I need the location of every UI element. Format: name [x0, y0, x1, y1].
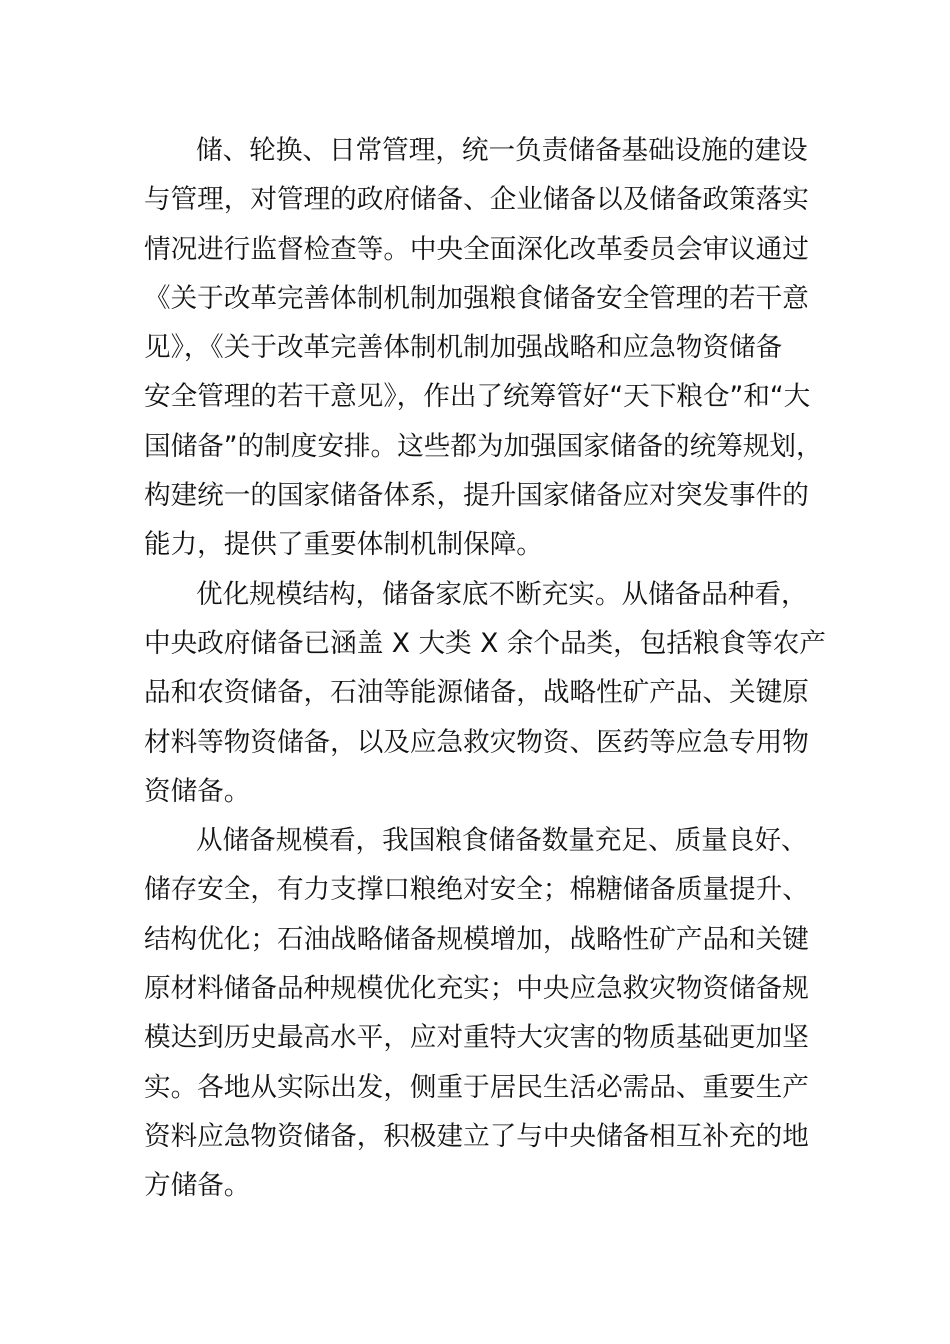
text-line: 见》，《关于改革完善体制机制加强战略和应急物资储备: [144, 332, 783, 364]
text-line: 原材料储备品种规模优化充实；中央应急救灾物资储备规: [144, 973, 809, 1005]
text-line: 品和农资储备，石油等能源储备，战略性矿产品、关键原: [144, 677, 809, 709]
text-line: 材料等物资储备，以及应急救灾物资、医药等应急专用物: [144, 726, 809, 758]
document-body: [144, 126, 826, 1211]
text-line: 国储备”的制度安排。这些都为加强国家储备的统筹规划，: [144, 430, 823, 462]
text-line: 安全管理的若干意见》，作出了统筹管好“天下粮仓”和“大: [144, 381, 811, 413]
text-line: 中央政府储备已涵盖 X 大类 X 余个品类，包括粮食等农产: [144, 627, 826, 659]
text-line: 资储备。: [144, 775, 251, 807]
text-line: 实。各地从实际出发，侧重于居民生活必需品、重要生产: [144, 1071, 809, 1103]
text-line: 方储备。: [144, 1170, 251, 1202]
text-line: 情况进行监督检查等。中央全面深化改革委员会审议通过: [144, 233, 809, 265]
text-line: 从储备规模看，我国粮食储备数量充足、质量良好、: [196, 825, 808, 857]
text-line: 构建统一的国家储备体系，提升国家储备应对突发事件的: [144, 480, 809, 512]
text-line: 结构优化；石油战略储备规模增加，战略性矿产品和关键: [144, 923, 809, 955]
text-line: 储存安全，有力支撑口粮绝对安全；棉糖储备质量提升、: [144, 874, 809, 906]
text-line: 储、轮换、日常管理，统一负责储备基础设施的建设: [196, 135, 808, 166]
text-line: 资料应急物资储备，积极建立了与中央储备相互补充的地: [144, 1120, 809, 1152]
text-line: 模达到历史最高水平，应对重特大灾害的物质基础更加坚: [144, 1022, 809, 1054]
text-line: 优化规模结构，储备家底不断充实。从储备品种看，: [196, 578, 808, 610]
text-line: 能力，提供了重要体制机制保障。: [144, 529, 543, 561]
text-line: 《关于改革完善体制机制加强粮食储备安全管理的若干意: [144, 282, 809, 314]
text-line: 与管理，对管理的政府储备、企业储备以及储备政策落实: [144, 184, 809, 216]
